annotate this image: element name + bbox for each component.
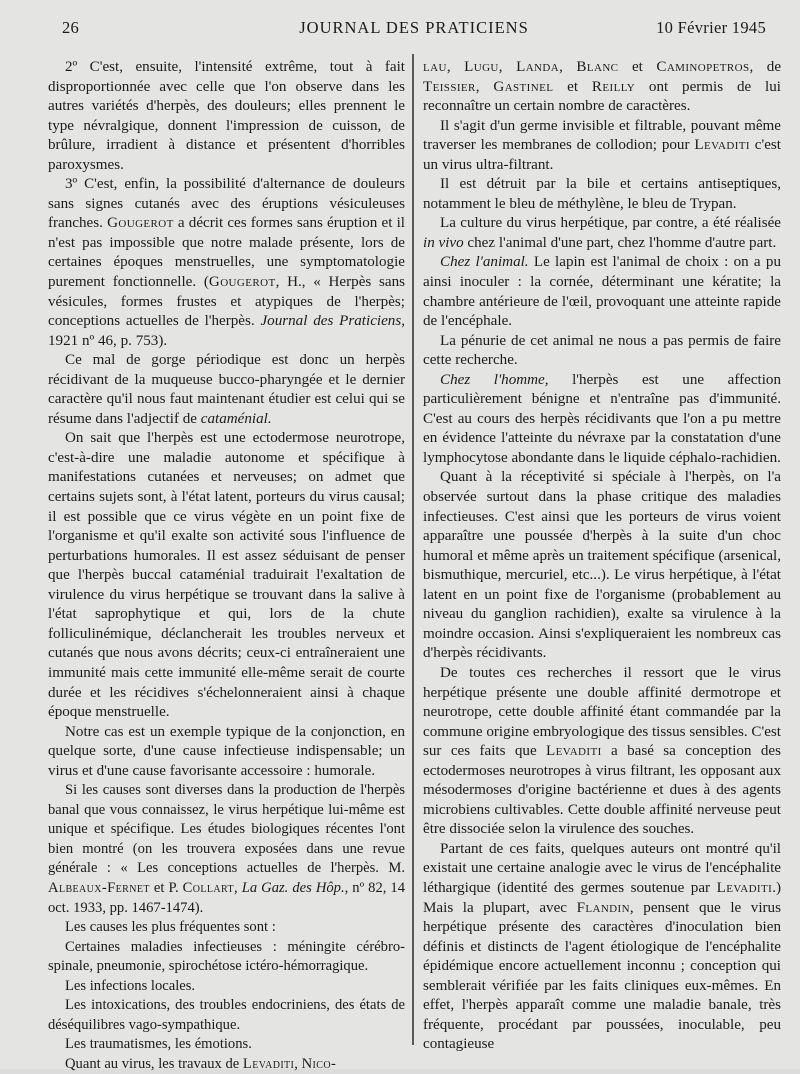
journal-reference: Journal des Praticiens	[260, 313, 402, 330]
paragraph: Il s'agit d'un germe invisible et filtrable, pouvant même traverser les membranes de collodion; pour Levaditi c'est un virus ultra-filtrant.	[423, 117, 781, 173]
paragraph: Les causes les plus fréquentes sont :	[65, 919, 276, 936]
author-name: Levaditi	[546, 743, 602, 760]
author-name: Nico-	[301, 1055, 337, 1072]
bottom-block	[48, 781, 405, 1074]
paragraph: Les intoxications, des troubles endocriniens, des états de déséquilibres vago-sympathique.	[48, 997, 405, 1033]
author-name: Collart	[182, 879, 235, 896]
journal-reference: La Gaz. des Hôp.	[241, 879, 345, 896]
author-name: Albeaux-Fernet	[48, 879, 150, 896]
paragraph: La pénurie de cet animal ne nous a pas permis de faire cette recherche.	[423, 332, 781, 369]
page-number: 26	[62, 18, 80, 37]
paragraph: Quant au virus, les travaux de Levaditi, Nico-	[65, 1055, 337, 1072]
paragraph: Certaines maladies infectieuses : méningite cérébro-spinale, pneumonie, spirochétose ictéro-hémorragique.	[48, 938, 405, 975]
left-column	[48, 58, 405, 1074]
paragraph: Quant à la réceptivité si spéciale à l'herpès, on l'a observée surtout dans la phase critique des maladies infectieuses. C'est ainsi que les porteurs de virus voient apparaître une poussée d'herpès à la suite d'un choc humoral et même après un traitement spécifique (arsenical, bismuthique, mercuriel, etc...). Le virus herpétique, à l'état latent en un point fixe de l'organisme (probablement au niveau du ganglion rachidien), exalte sa virulence à la moindre occasion. Ainsi s'expliqueraient les nombreux cas d'herpès récidivants.	[423, 469, 781, 662]
paragraph: On sait que l'herpès est une ectodermose neurotrope, c'est-à-dire une maladie autonome et spécifique à manifestations cutanées et nerveuses; on admet que certains sujets sont, à l'état latent, porteurs du virus causal; il est possible que ce virus végète en un point fixe de l'organisme et qu'il exalte son activité sous l'influence de perturbations humorales. Il est assez séduisant de penser que l'herpès buccal cataménial traduirait l'exaltation de virulence du virus herpétique se trouvant dans la salive à l'état saprophytique et qui, lors de la chute folliculinémique, déclancherait les troubles nerveux et cutanés que nous avons décrits; ceux-ci entraîneraient une immunité mais cette immunité elle-même serait de courte durée et les récidives s'échelonneraient ainsi à chaque époque menstruelle.	[48, 430, 405, 721]
author-name: Levaditi	[716, 879, 773, 896]
author-name: Gougerot	[107, 215, 174, 232]
paragraph: lau, Lugu, Landa, Blanc et Caminopetros, de Teissier, Gastinel et Reilly ont permis de lui reconnaître un certain nombre de caractères.	[423, 59, 782, 115]
author-name: Levaditi	[694, 137, 750, 154]
paragraph: 2º C'est, ensuite, l'intensité extrême, tout à fait disproportionnée avec celle que l'on observe dans les autres variétés d'herpès, des douleurs; elles prennent le type névralgique, donnent l'impression de cuisson, de brûlure, irradient à distance et présentent d'horribles paroxysmes.	[48, 59, 405, 173]
paragraph: Ce mal de gorge périodique est donc un herpès récidivant de la muqueuse bucco-pharyngée et le dernier caractère qu'il nous faut maintenant étudier est celui qui se résume dans l'adjectif de cataménial.	[48, 352, 405, 427]
paragraph: Chez l'homme, l'herpès est une affection particulièrement bénigne et n'entraîne pas d'immunité. C'est au cours des herpès récidivants que l'on a pu mettre en évidence l'atteinte du névraxe par la constatation d'une lymphocytose abondante dans le liquide céphalo-rachidien.	[423, 371, 782, 466]
author-name: Levaditi	[242, 1055, 295, 1072]
paragraph: De toutes ces recherches il ressort que le virus herpétique présente une double affinité dermotrope et neurotrope, cette double affinité étant commandée par la commune origine embryologique des tissus sensibles. C'est sur ces faits que Levaditi a basé sa conception des ectodermoses neurotropes à virus filtrant, les opposant aux mésodermoses d'origine bactérienne et dues à des agents microbiens cultivables. Cette double affinité nerveuse peut être dissociée selon la virulence des souches.	[423, 664, 781, 838]
column-divider	[412, 54, 414, 1045]
paragraph: La culture du virus herpétique, par contre, a été réalisée in vivo chez l'animal d'une part, chez l'homme d'autre part.	[423, 215, 781, 251]
paragraph: Les infections locales.	[65, 977, 196, 994]
paragraph: Chez l'animal. Le lapin est l'animal de choix : on a pu ainsi inoculer : la cornée, déterminant une kératite; la chambre antérieure de l'œil, provoquant une atteinte rapide de l'encéphale.	[423, 254, 781, 330]
paragraph: Si les causes sont diverses dans la production de l'herpès banal que vous connaissez, le virus herpétique lui-même est unique et spécifique. Les études biologiques récentes l'ont bien montré (on les trouvera exposées dans une revue générale : « Les conceptions actuelles de l'herpès. M. Albeaux-Fernet et P. Collart, La Gaz. des Hôp., nº 82, 14 oct. 1933, pp. 1467-1474).	[48, 782, 406, 916]
author-name: Gougerot	[208, 274, 276, 291]
journal-title: JOURNAL DES PRATICIENS	[299, 18, 529, 37]
paragraph: Notre cas est un exemple typique de la conjonction, en quelque sorte, d'une cause infectieuse indispensable; un virus et d'une cause favorisante accessoire : humorale.	[48, 723, 405, 779]
running-header	[62, 14, 766, 40]
paragraph: 3º C'est, enfin, la possibilité d'alternance de douleurs sans signes cutanés avec des éruptions vésiculeuses franches. Gougerot a décrit ces formes sans éruption et il n'est pas impossible que notre malade présente, lors de certaines époques menstruelles, une symptomatologie purement fonctionnelle. (Gougerot, H., « Herpès sans vésicules, formes frustes et atypiques de l'herpès; conceptions actuelles de l'herpès. Journal des Praticiens, 1921 nº 46, p. 753).	[48, 176, 405, 349]
paragraph: Les traumatismes, les émotions.	[65, 1036, 252, 1053]
author-name: Flandin	[576, 899, 630, 916]
right-column	[423, 58, 781, 1055]
paragraph: Il est détruit par la bile et certains antiseptiques, notamment le bleu de méthylène, le bleu de Trypan.	[423, 176, 781, 212]
issue-date: 10 Février 1945	[656, 18, 766, 37]
paragraph: Partant de ces faits, quelques auteurs ont montré qu'il existait une certaine analogie avec le virus de l'encéphalite léthargique (identité des germes soutenue par Levaditi.) Mais la plupart, avec Flandin, pensent que le virus herpétique présente des caractères d'inoculation bien définis et distincts de l'agent étiologique de l'encéphalite épidémique encore actuellement inconnu ; conception qui semblerait vérifiée par les faits cliniques eux-mêmes. En effet, l'herpès apparaît comme une maladie banale, très fréquente, procédant par poussées, inoculable, peu contagieuse	[423, 840, 781, 1053]
